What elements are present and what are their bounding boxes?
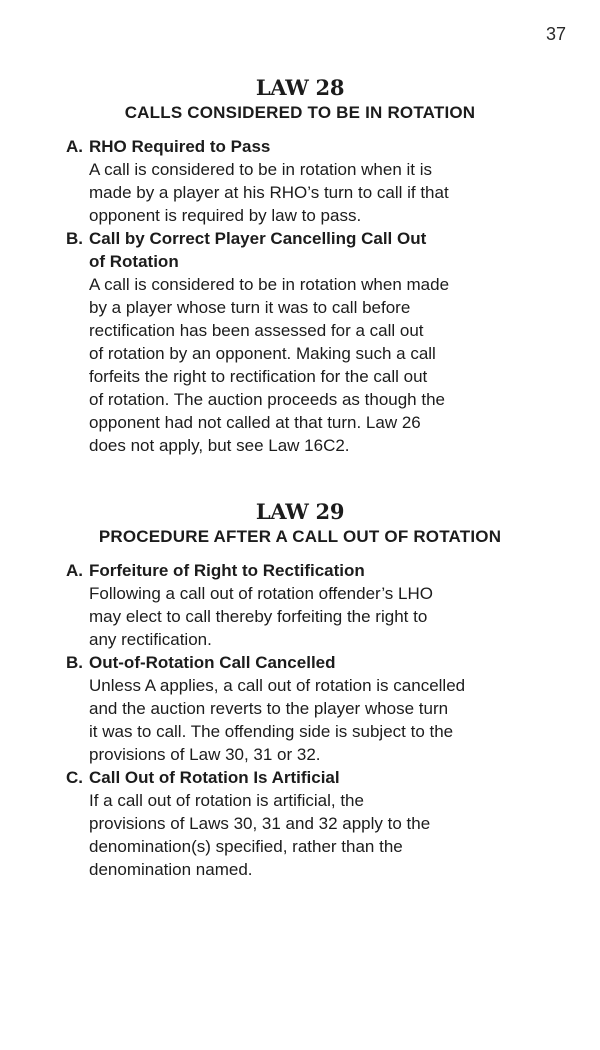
section-letter: B. [66,229,83,248]
section-a [0,559,600,651]
section-c [0,766,600,881]
body-line: opponent is required by law to pass. [89,206,362,225]
section-body [0,273,600,457]
law-subtitle: PROCEDURE AFTER A CALL OUT OF ROTATION [98,527,502,546]
section-title [0,227,509,273]
section-letter: A. [66,561,83,580]
section-b [0,227,600,457]
body-line: may elect to call thereby forfeiting the right to [89,607,428,626]
body-line: of rotation. The auction proceeds as though the [89,390,445,409]
law-subtitle: CALLS CONSIDERED TO BE IN ROTATION [124,103,476,122]
section-letter: B. [66,653,83,672]
body-line: it was to call. The offending side is subject to the [89,722,454,741]
section-body [0,789,600,881]
section-title-line: Forfeiture of Right to Rectification [89,561,365,580]
section-letter: C. [66,768,83,787]
body-line: made by a player at his RHO’s turn to call if that [89,183,449,202]
section-b [0,651,600,766]
body-line: If a call out of rotation is artificial, the [89,791,364,810]
body-line: any rectification. [89,630,212,649]
body-line: denomination named. [89,860,253,879]
body-line: opponent had not called at that turn. Law 26 [89,413,421,432]
law-heading: LAW 29 [255,499,345,524]
law-sections [0,135,600,457]
page-number: 37 [545,24,566,44]
law-28 [0,75,600,457]
section-title [0,766,509,789]
section-body [0,158,600,227]
body-line: and the auction reverts to the player whose turn [89,699,449,718]
body-line: of rotation by an opponent. Making such a call [89,344,436,363]
section-title [0,135,509,158]
body-line: does not apply, but see Law 16C2. [89,436,350,455]
section-a [0,135,600,227]
body-line: Unless A applies, a call out of rotation is cancelled [89,676,466,695]
body-line: provisions of Laws 30, 31 and 32 apply to the [89,814,431,833]
body-line: A call is considered to be in rotation when made [89,275,450,294]
body-line: rectification has been assessed for a call out [89,321,424,340]
body-line: provisions of Law 30, 31 or 32. [89,745,321,764]
section-title-line: of Rotation [89,252,179,271]
section-title-line: Out-of-Rotation Call Cancelled [89,653,336,672]
section-body [0,674,600,766]
body-line: Following a call out of rotation offender’s LHO [89,584,433,603]
law-heading: LAW 28 [255,75,345,100]
section-title-line: Call Out of Rotation Is Artificial [89,768,340,787]
body-line: by a player whose turn it was to call before [89,298,411,317]
body-line: forfeits the right to rectification for the call out [89,367,428,386]
section-title-line: RHO Required to Pass [89,137,271,156]
section-title [0,559,509,582]
body-line: denomination(s) specified, rather than the [89,837,403,856]
law-sections [0,559,600,881]
section-title [0,651,509,674]
section-title-line: Call by Correct Player Cancelling Call Out [89,229,427,248]
law-29 [0,499,600,881]
body-line: A call is considered to be in rotation when it is [89,160,433,179]
section-body [0,582,600,651]
section-letter: A. [66,137,83,156]
